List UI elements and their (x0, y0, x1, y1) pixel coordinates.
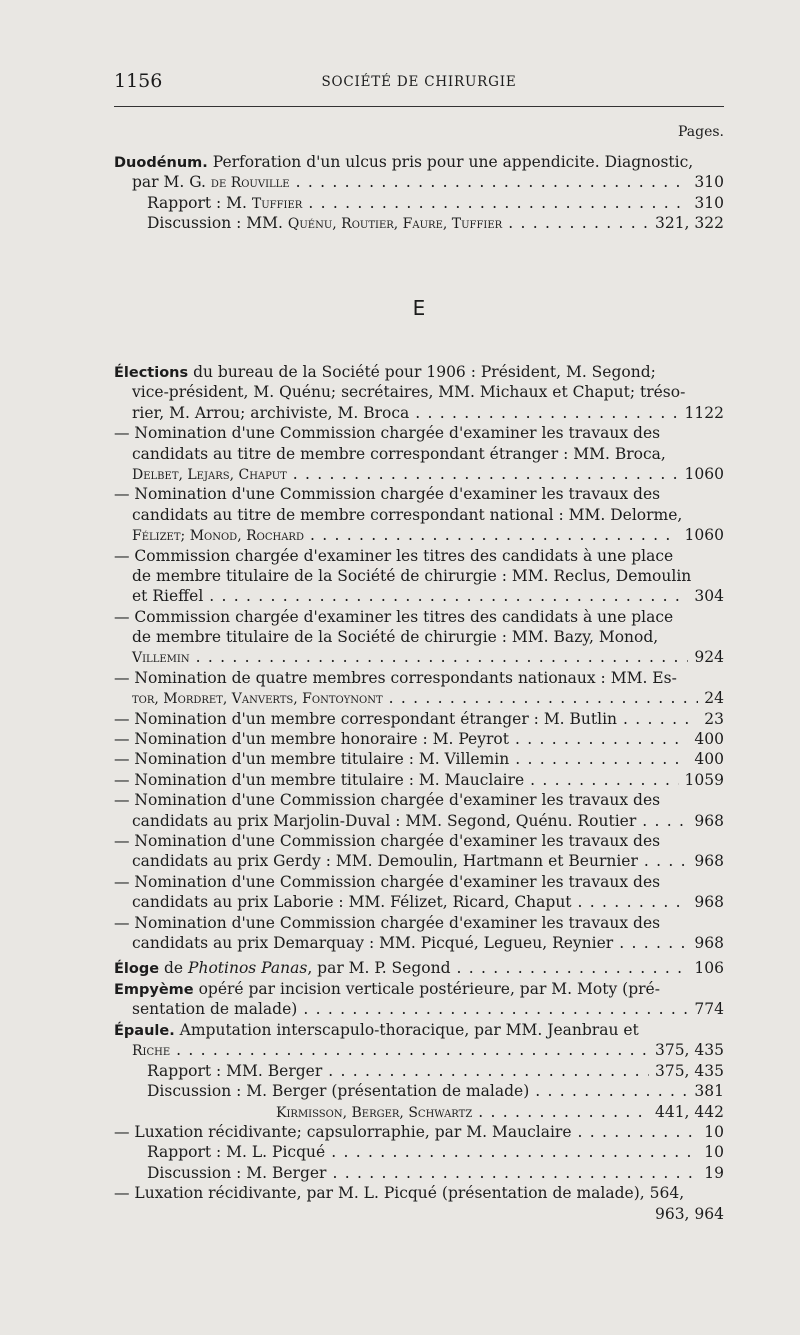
page-reference: 10 (704, 1143, 724, 1162)
entry-text: candidats au prix Demarquay : MM. Picqué, Legueu, Reynier (132, 933, 614, 952)
entry-text: du bureau de la Société pour 1906 : Président, M. Segond; (193, 363, 656, 381)
index-term: Empyème (114, 982, 194, 998)
entry-line: Épaule. Amputation interscapulo-thoracique, par MM. Jeanbrau et (114, 1021, 639, 1039)
entry-line: — Nomination d'une Commission chargée d'examiner les travaux des (114, 831, 661, 850)
leader-dots (644, 851, 689, 871)
entry-text: Rapport : M. (147, 193, 247, 212)
index-term: Épaule. (114, 1023, 175, 1039)
entry-line (114, 586, 724, 606)
page-reference: 375, 435 (654, 1041, 724, 1060)
leader-dots (332, 1163, 698, 1183)
page-reference: 968 (694, 811, 724, 830)
entry-duodenum (114, 152, 724, 234)
entry-text: candidats au prix Gerdy : MM. Demoulin, Hartmann et Beurnier (132, 852, 638, 871)
page-reference: 774 (694, 1000, 724, 1019)
page-reference: 1122 (684, 403, 724, 422)
page-number: 1156 (114, 70, 163, 92)
entry-text: Villemin (132, 650, 190, 667)
page-reference: 310 (694, 193, 724, 212)
leader-dots (415, 403, 678, 423)
page-reference: 963, 964 (654, 1204, 724, 1223)
entry-text (147, 193, 302, 213)
page-reference: 1060 (684, 464, 724, 483)
entry-text (147, 213, 502, 233)
entry-line (114, 709, 724, 729)
index-term: Éloge (114, 961, 160, 977)
leader-dots (619, 933, 688, 953)
entry-line: candidats au titre de membre correspondant national : MM. Delorme, (132, 505, 683, 524)
entry-text: — Nomination d'un membre titulaire : M. Mauclaire (114, 770, 525, 789)
page-reference: 1059 (684, 770, 724, 789)
leader-dots (328, 1061, 649, 1081)
entry-epaule (114, 1020, 724, 1224)
entry-line (114, 193, 724, 213)
page-reference: 1060 (684, 526, 724, 545)
leader-dots (535, 1081, 688, 1101)
entry-text: candidats au prix Laborie : MM. Félizet, Ricard, Chaput (132, 893, 572, 912)
leader-dots (515, 749, 688, 769)
entry-line (114, 172, 724, 192)
entry-text: rier, M. Arrou; archiviste, M. Broca (132, 403, 410, 422)
entry-text: Kirmisson, Berger, Schwartz (276, 1104, 473, 1121)
leader-dots (478, 1102, 649, 1122)
leader-dots (389, 688, 699, 708)
entry-line (114, 1040, 724, 1060)
entry-line (114, 1061, 724, 1081)
leader-dots (508, 213, 649, 233)
entry-elections (114, 362, 724, 953)
entry-line (114, 1142, 724, 1162)
page-reference: 10 (704, 1122, 724, 1141)
entry-line: Empyème opéré par incision verticale postérieure, par M. Moty (pré- (114, 980, 660, 998)
entry-text: — Luxation récidivante; capsulorraphie, par M. Mauclaire (114, 1122, 572, 1141)
leader-dots (209, 586, 688, 606)
entry-text (132, 172, 290, 192)
entry-line: candidats au titre de membre correspondant étranger : MM. Broca, (132, 444, 666, 463)
entry-line: de membre titulaire de la Société de chirurgie : MM. Reclus, Demoulin (132, 566, 692, 585)
page-reference: 968 (694, 893, 724, 912)
entry-text: Félizet; Monod, Rochard (132, 528, 304, 545)
page-reference: 375, 435 (654, 1061, 724, 1080)
entry-text: Discussion : M. Berger (présentation de malade) (147, 1082, 530, 1101)
leader-dots (310, 525, 679, 545)
entry-text: — Nomination d'un membre correspondant étranger : M. Butlin (114, 709, 618, 728)
page-reference: 304 (694, 587, 724, 606)
entry-eloge (114, 958, 724, 978)
entry-line (114, 403, 724, 423)
entry-line: — Nomination d'une Commission chargée d'examiner les travaux des (114, 424, 661, 443)
entry-text: — Nomination d'un membre honoraire : M. Peyrot (114, 730, 509, 749)
leader-dots (296, 172, 689, 192)
page-reference: 924 (694, 648, 724, 667)
page-reference: 400 (694, 730, 724, 749)
author-name: Tuffier (251, 195, 303, 212)
entry-text: Rapport : MM. Berger (147, 1061, 323, 1080)
entry-line (114, 1102, 724, 1122)
entry-text: tor, Mordret, Vanverts, Fontoynont (132, 691, 383, 708)
entry-text: — Nomination d'un membre titulaire : M. Villemin (114, 750, 510, 769)
entry-line: — Nomination de quatre membres correspondants nationaux : MM. Es- (114, 668, 677, 687)
page-reference: 968 (694, 933, 724, 952)
entry-line (114, 362, 724, 382)
entry-text: et Rieffel (132, 587, 204, 606)
entry-line (114, 1163, 724, 1183)
entry-text: sentation de malade) (132, 1000, 298, 1019)
page-reference: 968 (694, 852, 724, 871)
page-reference: 321, 322 (654, 214, 724, 233)
index-term: Élections (114, 365, 189, 381)
entry-line (114, 770, 724, 790)
page-header (114, 70, 724, 98)
entry-line (114, 464, 724, 484)
page-reference: 106 (694, 959, 724, 977)
page-reference: 400 (694, 750, 724, 769)
entry-line (114, 1122, 724, 1142)
entry-line (114, 999, 724, 1019)
entry-line (114, 729, 724, 749)
entry-line: — Commission chargée d'examiner les titres des candidats à une place (114, 607, 674, 626)
entry-line (114, 933, 724, 953)
leader-dots (623, 709, 698, 729)
entry-text: Éloge de Photinos Panas, par M. P. Segond (114, 959, 451, 977)
running-title: SOCIÉTÉ DE CHIRURGIE (321, 74, 517, 90)
entry-line (114, 811, 724, 831)
entry-line (114, 851, 724, 871)
page-reference: 24 (704, 689, 724, 708)
entry-line (114, 1081, 724, 1101)
entry-empyeme (114, 979, 724, 1020)
entry-text: par M. G. (132, 173, 206, 192)
leader-dots (515, 729, 688, 749)
entry-line: — Commission chargée d'examiner les titres des candidats à une place (114, 546, 674, 565)
leader-dots (176, 1040, 649, 1060)
leader-dots (530, 770, 678, 790)
leader-dots (331, 1142, 698, 1162)
leader-dots (308, 193, 688, 213)
leader-dots (578, 1122, 699, 1142)
section-letter: E (412, 296, 426, 320)
author-name: de Rouville (210, 175, 290, 192)
entry-line (114, 213, 724, 233)
entry-line (114, 749, 724, 769)
entry-line (114, 152, 724, 172)
page-reference: 381 (694, 1082, 724, 1101)
entry-line (114, 647, 724, 667)
leader-dots (642, 811, 688, 831)
entry-text: Delbet, Lejars, Chaput (132, 466, 287, 483)
leader-dots (196, 647, 689, 667)
pages-column-label: Pages. (677, 124, 724, 140)
entry-line: — Nomination d'une Commission chargée d'examiner les travaux des (114, 872, 661, 891)
entry-text: candidats au prix Marjolin-Duval : MM. Segond, Quénu. Routier (132, 811, 637, 830)
entry-line (114, 958, 724, 978)
entry-text: Discussion : M. Berger (147, 1163, 327, 1182)
leader-dots (578, 892, 689, 912)
entry-text: Discussion : MM. (147, 214, 283, 233)
entry-line (114, 892, 724, 912)
page-reference: 23 (704, 709, 724, 728)
leader-dots (293, 464, 679, 484)
entry-line (114, 525, 724, 545)
entry-line: — Nomination d'une Commission chargée d'examiner les travaux des (114, 791, 661, 810)
entry-line (114, 688, 724, 708)
entry-text: Rapport : M. L. Picqué (147, 1143, 326, 1162)
leader-dots (303, 999, 688, 1019)
entry-line: vice-président, M. Quénu; secrétaires, MM. Michaux et Chaput; tréso- (132, 383, 686, 402)
page-reference: 441, 442 (654, 1102, 724, 1121)
leader-dots (457, 958, 689, 978)
entry-text: Riche (132, 1043, 171, 1060)
page-reference: 19 (704, 1163, 724, 1182)
page-reference: 310 (694, 173, 724, 192)
author-name: Quénu, Routier, Faure, Tuffier (287, 216, 503, 233)
entry-line: de membre titulaire de la Société de chirurgie : MM. Bazy, Monod, (132, 628, 659, 647)
entry-line: — Nomination d'une Commission chargée d'examiner les travaux des (114, 913, 661, 932)
entry-line: — Luxation récidivante, par M. L. Picqué (présentation de malade), 564, (114, 1184, 685, 1203)
header-rule (114, 106, 724, 107)
entry-line: — Nomination d'une Commission chargée d'examiner les travaux des (114, 485, 661, 504)
entry-text: Perforation d'un ulcus pris pour une appendicite. Diagnostic, (212, 153, 694, 171)
index-term: Duodénum. (114, 155, 208, 171)
